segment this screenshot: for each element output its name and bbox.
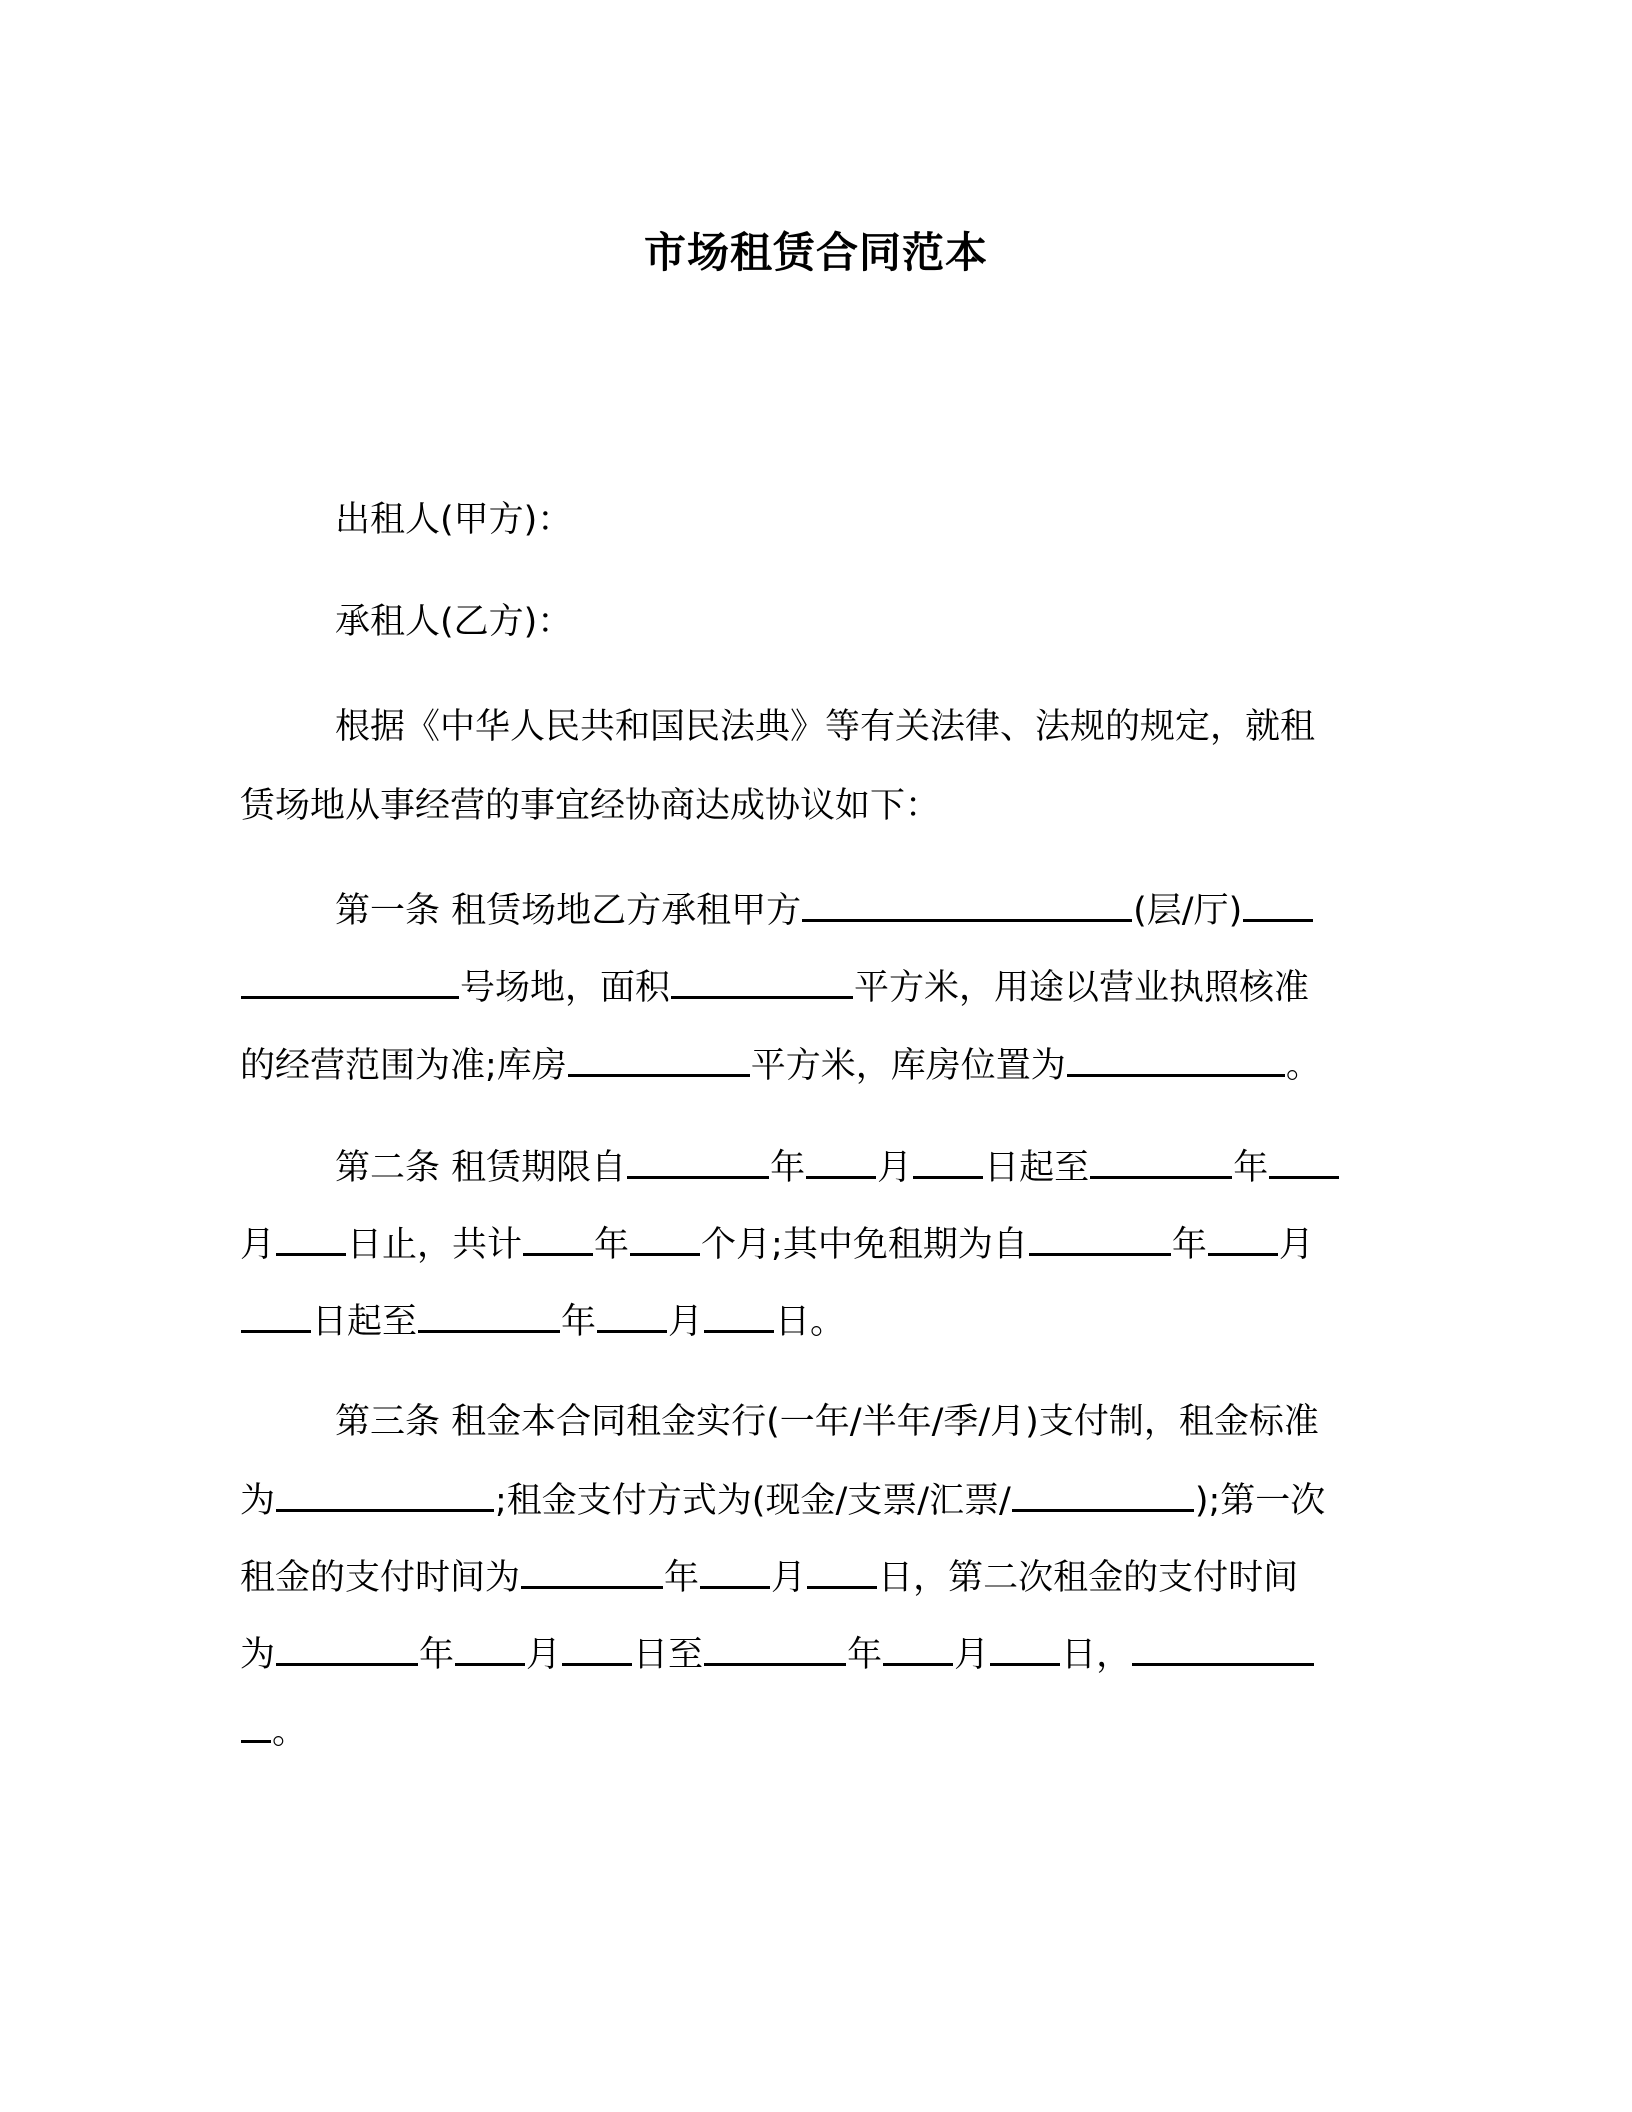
blank-field[interactable] bbox=[700, 1552, 770, 1589]
month-label: 月 bbox=[954, 1635, 990, 1675]
article-2-text: 第二条 租赁期限自 bbox=[335, 1148, 627, 1188]
year-label: 年 bbox=[847, 1635, 883, 1675]
article-3-text: 日， bbox=[1061, 1635, 1132, 1675]
article-3-text: );第一次 bbox=[1194, 1481, 1326, 1521]
article-2-line-1 bbox=[335, 1142, 1340, 1192]
year-label: 年 bbox=[664, 1558, 700, 1598]
blank-field[interactable] bbox=[1090, 1142, 1232, 1179]
article-1-text: 。 bbox=[1285, 1046, 1321, 1086]
blank-field[interactable] bbox=[562, 1629, 632, 1666]
blank-field[interactable] bbox=[568, 1040, 750, 1077]
preamble-text: 根据《中华人民共和国民法典》等有关法律、法规的规定，就租 bbox=[335, 707, 1316, 747]
article-1-text: 第一条 租赁场地乙方承租甲方 bbox=[335, 891, 802, 931]
blank-field[interactable] bbox=[913, 1142, 983, 1179]
blank-field[interactable] bbox=[276, 1629, 418, 1666]
article-2-text: 日止，共计 bbox=[347, 1225, 523, 1265]
article-1-text: 的经营范围为准;库房 bbox=[240, 1046, 567, 1086]
article-3-text: 为 bbox=[240, 1635, 276, 1675]
year-label: 年 bbox=[770, 1148, 806, 1188]
blank-field[interactable] bbox=[704, 1296, 774, 1333]
blank-field[interactable] bbox=[418, 1296, 560, 1333]
preamble-line-2 bbox=[240, 782, 940, 830]
blank-field[interactable] bbox=[276, 1219, 346, 1256]
article-3-text: 为 bbox=[240, 1481, 276, 1521]
blank-field[interactable] bbox=[521, 1552, 663, 1589]
blank-field[interactable] bbox=[630, 1219, 700, 1256]
article-1-line-3 bbox=[240, 1040, 1321, 1090]
article-3-text: 。 bbox=[272, 1712, 308, 1752]
article-1-text: 号场地，面积 bbox=[460, 968, 671, 1008]
lessee-label: 承租人(乙方)： bbox=[335, 602, 573, 642]
blank-field[interactable] bbox=[1067, 1040, 1285, 1077]
article-3-line-2 bbox=[240, 1475, 1325, 1525]
lessor-label: 出租人(甲方)： bbox=[335, 500, 573, 540]
article-3-line-5 bbox=[240, 1706, 307, 1756]
article-3-text: ;租金支付方式为(现金/支票/汇票/ bbox=[495, 1481, 1011, 1521]
article-3-line-1 bbox=[335, 1398, 1319, 1446]
article-1-line-1 bbox=[335, 885, 1314, 935]
blank-field[interactable] bbox=[1243, 885, 1313, 922]
month-label: 月 bbox=[771, 1558, 807, 1598]
article-2-text: 日。 bbox=[775, 1302, 846, 1342]
blank-field[interactable] bbox=[627, 1142, 769, 1179]
article-3-text: 第三条 租金本合同租金实行(一年/半年/季/月)支付制，租金标准 bbox=[335, 1402, 1319, 1442]
month-label: 月 bbox=[240, 1225, 276, 1265]
blank-field[interactable] bbox=[671, 962, 853, 999]
preamble-text: 赁场地从事经营的事宜经协商达成协议如下： bbox=[240, 786, 941, 826]
year-label: 年 bbox=[594, 1225, 630, 1265]
blank-field[interactable] bbox=[802, 885, 1132, 922]
article-3-line-3 bbox=[240, 1552, 1298, 1602]
article-2-text: 个月;其中免租期为自 bbox=[701, 1225, 1028, 1265]
blank-field[interactable] bbox=[241, 962, 459, 999]
year-label: 年 bbox=[1233, 1148, 1269, 1188]
article-1-text: 平方米，用途以营业执照核准 bbox=[854, 968, 1310, 1008]
article-3-line-4 bbox=[240, 1629, 1315, 1679]
blank-field[interactable] bbox=[704, 1629, 846, 1666]
blank-field[interactable] bbox=[597, 1296, 667, 1333]
day-label: 日 bbox=[878, 1558, 914, 1598]
blank-field[interactable] bbox=[1012, 1475, 1194, 1512]
blank-field[interactable] bbox=[1029, 1219, 1171, 1256]
article-2-line-3 bbox=[240, 1296, 845, 1346]
blank-field[interactable] bbox=[455, 1629, 525, 1666]
preamble-line-1 bbox=[335, 703, 1315, 751]
year-label: 年 bbox=[561, 1302, 597, 1342]
article-2-line-2 bbox=[240, 1219, 1314, 1269]
blank-field[interactable] bbox=[241, 1296, 311, 1333]
year-label: 年 bbox=[1171, 1225, 1207, 1265]
article-3-text: ，第二次租金的支付时间 bbox=[913, 1558, 1299, 1598]
blank-field[interactable] bbox=[523, 1219, 593, 1256]
blank-field[interactable] bbox=[276, 1475, 494, 1512]
blank-field[interactable] bbox=[806, 1142, 876, 1179]
blank-field[interactable] bbox=[1132, 1629, 1314, 1666]
blank-field[interactable] bbox=[1269, 1142, 1339, 1179]
article-2-text: 日起至 bbox=[312, 1302, 418, 1342]
lessor-line bbox=[335, 496, 572, 544]
year-label: 年 bbox=[419, 1635, 455, 1675]
article-2-text: 日起至 bbox=[984, 1148, 1090, 1188]
blank-field[interactable] bbox=[883, 1629, 953, 1666]
blank-field[interactable] bbox=[990, 1629, 1060, 1666]
lessee-line bbox=[335, 598, 572, 646]
month-label: 月 bbox=[526, 1635, 562, 1675]
document-title: 市场租赁合同范本 bbox=[643, 228, 988, 277]
month-label: 月 bbox=[1278, 1225, 1314, 1265]
article-3-text: 租金的支付时间为 bbox=[240, 1558, 521, 1598]
article-1-line-2 bbox=[240, 962, 1309, 1012]
month-label: 月 bbox=[877, 1148, 913, 1188]
article-3-text: 日至 bbox=[633, 1635, 704, 1675]
month-label: 月 bbox=[668, 1302, 704, 1342]
blank-field[interactable] bbox=[807, 1552, 877, 1589]
blank-field[interactable] bbox=[1208, 1219, 1278, 1256]
article-1-text: (层/厅) bbox=[1133, 891, 1243, 931]
article-1-text: 平方米，库房位置为 bbox=[750, 1046, 1066, 1086]
blank-field[interactable] bbox=[241, 1706, 271, 1743]
